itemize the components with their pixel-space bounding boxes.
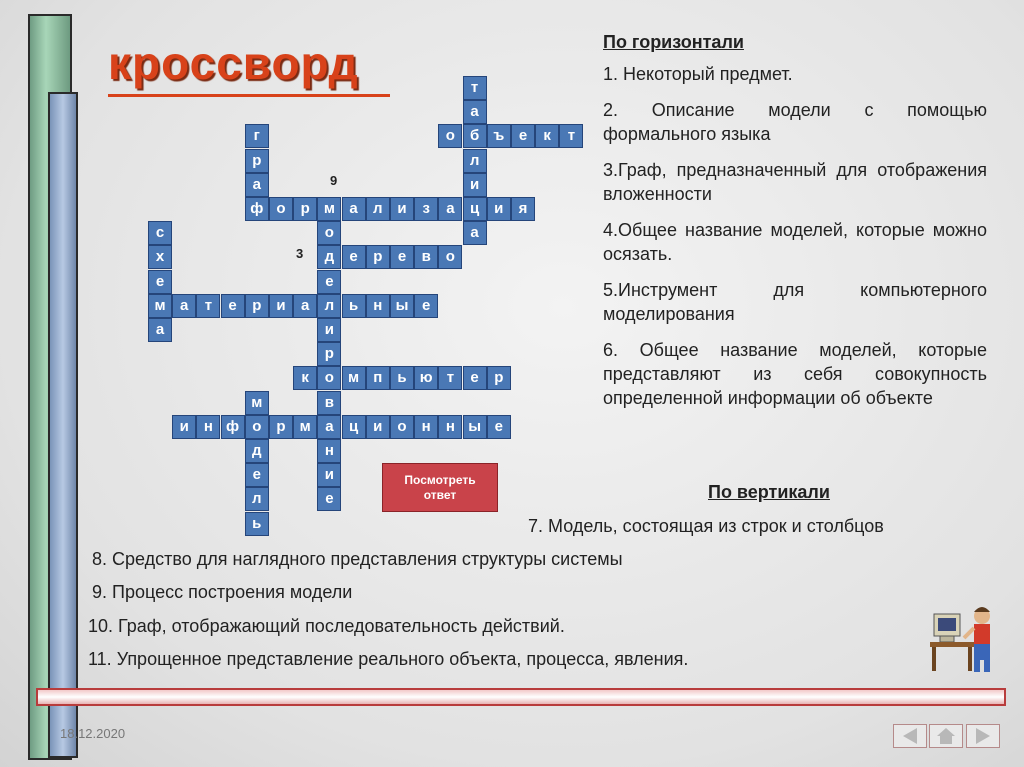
crossword-cell: я [511, 197, 535, 221]
crossword-cell: в [414, 245, 438, 269]
crossword-cell: е [487, 415, 511, 439]
clue-down-7: 7. Модель, состоящая из строк и столбцов [528, 516, 884, 536]
crossword-cell: к [293, 366, 317, 390]
crossword-cell: ь [342, 294, 366, 318]
clue-across-2: 2. Описание модели с помощью формального языка [603, 100, 987, 144]
crossword-cell: а [463, 100, 487, 124]
crossword-cell: е [414, 294, 438, 318]
arrow-left-icon [903, 728, 917, 744]
home-icon [937, 728, 955, 744]
home-button[interactable] [929, 724, 963, 748]
clue-across-3: 3.Граф, предназначенный для отображения вложенности [603, 160, 987, 204]
crossword-cell: н [414, 415, 438, 439]
crossword-cell: ц [342, 415, 366, 439]
crossword-cell: т [438, 366, 462, 390]
crossword-cell: н [317, 439, 341, 463]
crossword-cell: м [342, 366, 366, 390]
crossword-cell: о [317, 221, 341, 245]
crossword-cell: а [317, 415, 341, 439]
crossword-cell: и [366, 415, 390, 439]
crossword-cell: д [245, 439, 269, 463]
arrow-right-icon [976, 728, 990, 744]
crossword-cell: л [245, 487, 269, 511]
crossword-cell: е [221, 294, 245, 318]
crossword-cell: е [317, 487, 341, 511]
crossword-cell: к [535, 124, 559, 148]
crossword-cell: е [342, 245, 366, 269]
prev-slide-button[interactable] [893, 724, 927, 748]
clue-across-5: 5.Инструмент для компьютерного моделирования [603, 280, 987, 324]
clue-across-6: 6. Общее название моделей, которые представляют из себя совокупность определенной информации об объекте [603, 340, 987, 408]
decor-bar-bottom [36, 688, 1006, 706]
crossword-cell: е [511, 124, 535, 148]
crossword-cell: ц [463, 197, 487, 221]
crossword-cell: ю [414, 366, 438, 390]
next-slide-button[interactable] [966, 724, 1000, 748]
clue-number-3: 3 [296, 246, 304, 261]
crossword-cell: о [245, 415, 269, 439]
decor-bar-blue [48, 92, 78, 758]
crossword-cell: е [148, 270, 172, 294]
crossword-cell: р [487, 366, 511, 390]
crossword-cell: в [317, 391, 341, 415]
crossword-cell: о [317, 366, 341, 390]
crossword-cell: о [269, 197, 293, 221]
page-title: кроссворд [108, 37, 359, 89]
crossword-cell: а [438, 197, 462, 221]
crossword-cell: а [172, 294, 196, 318]
crossword-cell: ф [221, 415, 245, 439]
crossword-cell: р [293, 197, 317, 221]
crossword-cell: м [293, 415, 317, 439]
crossword-cell: е [317, 270, 341, 294]
crossword-cell: и [487, 197, 511, 221]
clue-number-9: 9 [330, 173, 338, 188]
crossword-cell: л [317, 294, 341, 318]
crossword-cell: д [317, 245, 341, 269]
crossword-cell: р [269, 415, 293, 439]
crossword-cell: т [463, 76, 487, 100]
crossword-cell: и [269, 294, 293, 318]
crossword-cell: о [390, 415, 414, 439]
crossword-cell: е [463, 366, 487, 390]
clue-across-1: 1. Некоторый предмет. [603, 64, 793, 84]
crossword-cell: н [366, 294, 390, 318]
crossword-cell: п [366, 366, 390, 390]
crossword-cell: а [148, 318, 172, 342]
clue-across-4: 4.Общее название моделей, которые можно осязать. [603, 220, 987, 264]
crossword-cell: н [196, 415, 220, 439]
crossword-cell: м [317, 197, 341, 221]
computer-user-illustration [930, 600, 1000, 675]
crossword-cell: ъ [487, 124, 511, 148]
crossword-cell: о [438, 245, 462, 269]
crossword-cell: т [196, 294, 220, 318]
crossword-cell: р [366, 245, 390, 269]
crossword-cell: е [245, 463, 269, 487]
crossword-cell: и [463, 173, 487, 197]
crossword-cell: л [463, 149, 487, 173]
crossword-cell: т [559, 124, 583, 148]
crossword-cell: а [342, 197, 366, 221]
crossword-cell: б [463, 124, 487, 148]
crossword-cell: р [245, 149, 269, 173]
crossword-cell: а [463, 221, 487, 245]
crossword-cell: м [148, 294, 172, 318]
show-answer-label-1: Посмотреть [404, 472, 476, 487]
crossword-cell: з [414, 197, 438, 221]
clues-across-heading: По горизонтали [603, 32, 744, 52]
clue-down-8: 8. Средство для наглядного представления структуры системы [92, 549, 623, 569]
crossword-cell: и [172, 415, 196, 439]
show-answer-label-2: ответ [423, 487, 457, 502]
show-answer-button[interactable] [382, 463, 498, 512]
title-underline [108, 94, 390, 97]
crossword-cell: ы [463, 415, 487, 439]
crossword-cell: р [245, 294, 269, 318]
crossword-cell: и [317, 463, 341, 487]
crossword-cell: и [317, 318, 341, 342]
clue-down-9: 9. Процесс построения модели [92, 582, 353, 602]
crossword-cell: и [390, 197, 414, 221]
crossword-cell: а [293, 294, 317, 318]
clue-down-11: 11. Упрощенное представление реального объекта, процесса, явления. [88, 649, 689, 669]
crossword-cell: ь [245, 512, 269, 536]
crossword-cell: о [438, 124, 462, 148]
crossword-cell: х [148, 245, 172, 269]
crossword-cell: г [245, 124, 269, 148]
crossword-cell: е [390, 245, 414, 269]
crossword-cell: ф [245, 197, 269, 221]
crossword-cell: ы [390, 294, 414, 318]
crossword-cell: л [366, 197, 390, 221]
crossword-cell: а [245, 173, 269, 197]
crossword-cell: р [317, 342, 341, 366]
clues-down-heading: По вертикали [708, 482, 830, 502]
crossword-cell: с [148, 221, 172, 245]
slide-date: 18.12.2020 [60, 726, 126, 741]
crossword-cell: н [438, 415, 462, 439]
crossword-cell: ь [390, 366, 414, 390]
clue-down-10: 10. Граф, отображающий последовательность действий. [88, 616, 565, 636]
crossword-cell: м [245, 391, 269, 415]
clues-across [603, 30, 987, 422]
